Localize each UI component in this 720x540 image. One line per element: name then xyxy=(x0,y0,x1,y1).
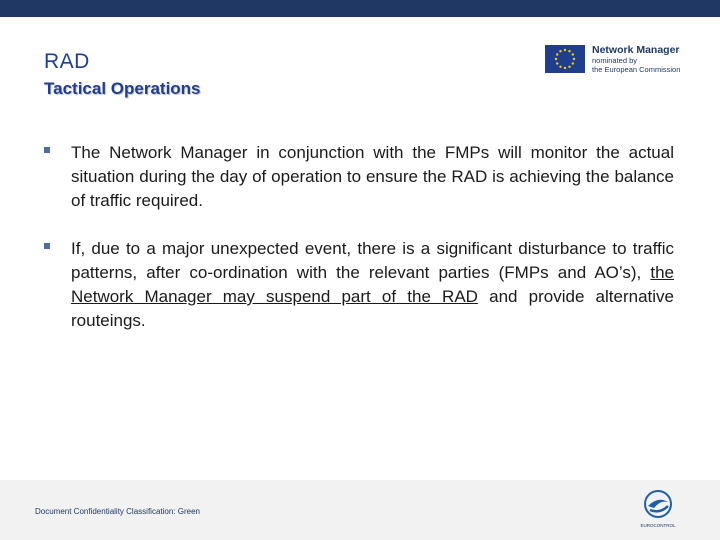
bullet-marker-icon xyxy=(44,147,50,153)
top-bar xyxy=(0,0,720,17)
bullet-list xyxy=(44,141,674,357)
footer xyxy=(0,480,720,540)
logo-line-2: the European Commission xyxy=(592,65,681,74)
slide-title: RAD xyxy=(44,50,90,73)
confidentiality-classification: Document Confidentiality Classification: Green xyxy=(35,507,200,516)
logo-text xyxy=(592,45,702,74)
logo-line-1: nominated by xyxy=(592,56,638,65)
bullet-item xyxy=(44,141,674,213)
slide-subtitle: Tactical Operations xyxy=(44,79,201,98)
network-manager-logo xyxy=(545,45,695,75)
bullet-1-text: The Network Manager in conjunction with the FMPs will monitor the actual situation during the day of operation to ensure the RAD is achieving the balance of traffic required. xyxy=(71,143,674,210)
eurocontrol-logo-icon xyxy=(640,488,676,530)
bullet-text xyxy=(71,237,674,333)
bullet-marker-icon xyxy=(44,243,50,249)
logo-name: Network Manager xyxy=(592,44,680,56)
eurocontrol-logo-text: EUROCONTROL xyxy=(640,523,676,528)
bullet-text xyxy=(71,141,674,213)
bullet-2-underlined-text: the Network Manager may suspend part of the RAD xyxy=(71,263,674,306)
bullet-2-text-before: If, due to a major unexpected event, there is a significant disturbance to traffic patterns, after co-ordination with the relevant parties (FMPs and AO’s), xyxy=(71,239,674,282)
bullet-item xyxy=(44,237,674,333)
eu-flag-icon xyxy=(545,45,585,73)
bullet-2-text-after: and provide alternative routeings. xyxy=(71,287,674,330)
